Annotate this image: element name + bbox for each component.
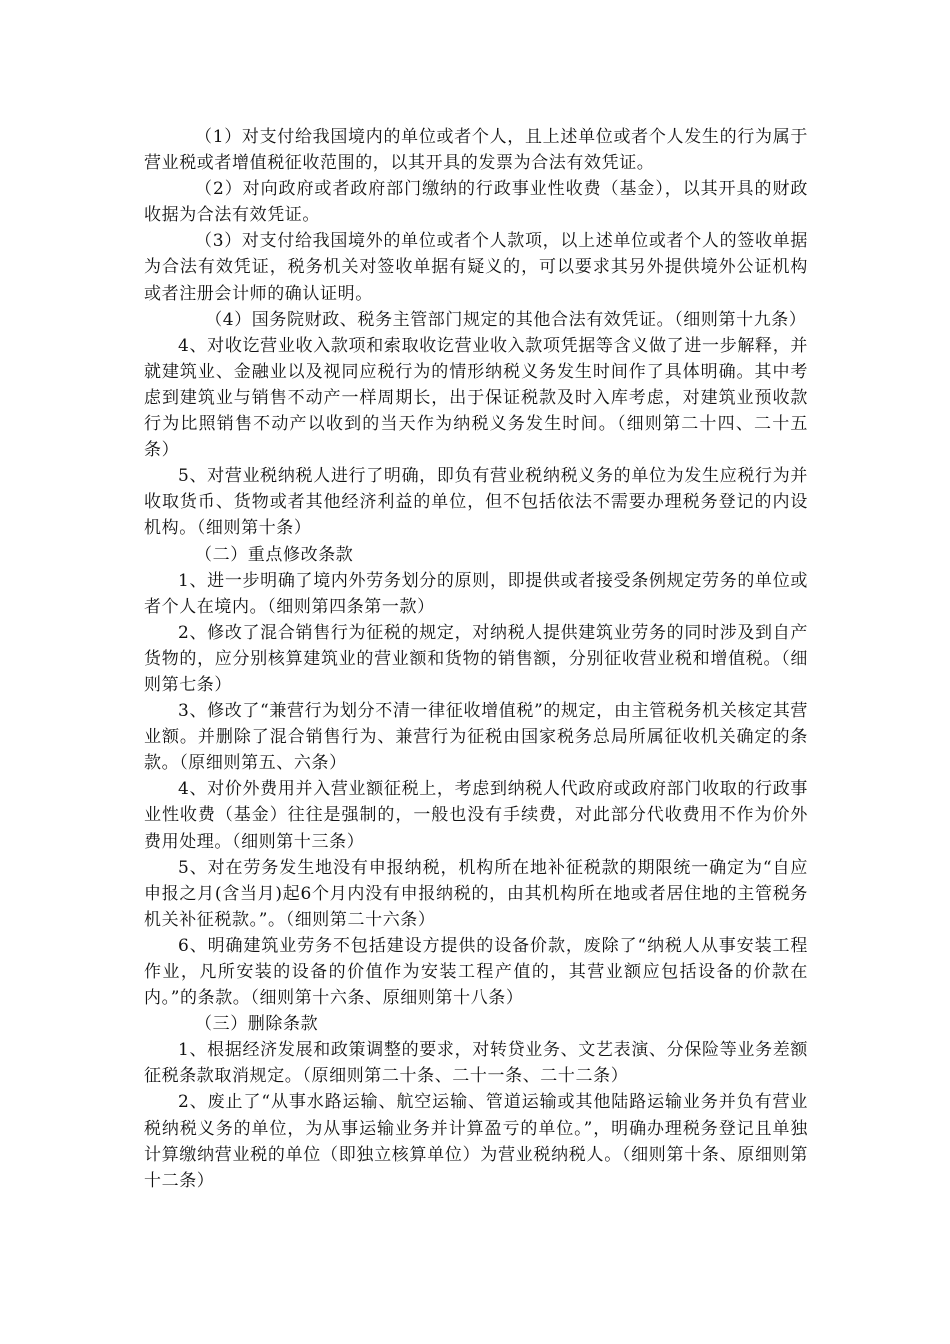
item-paragraph-5: 5、对营业税纳税人进行了明确，即负有营业税纳税义务的单位为发生应税行为并收取货币、货物或者其他经济利益的单位，但不包括依法不需要办理税务登记的内设机构。（细则第十条） bbox=[144, 466, 808, 539]
item-paragraph-3: 3、修改了“兼营行为划分不清一律征收增值税”的规定，由主管税务机关核定其营业额。并删除了混合销售行为、兼营行为征税由国家税务总局所属征收机关确定的条款。（原细则第五、六条） bbox=[144, 701, 808, 774]
clause-paragraph-4: （4）国务院财政、税务主管部门规定的其他合法有效凭证。（细则第十九条） bbox=[205, 309, 807, 330]
item-paragraph-1c: 1、根据经济发展和政策调整的要求，对转贷业务、文艺表演、分保险等业务差额征税条款取消规定。（原细则第二十条、二十一条、二十二条） bbox=[144, 1040, 808, 1087]
item-paragraph-4: 4、对收讫营业收入款项和索取收讫营业收入款项凭据等含义做了进一步解释，并就建筑业、金融业以及视同应税行为的情形纳税义务发生时间作了具体明确。其中考虑到建筑业与销售不动产一样周期长，出于保证税款及时入库考虑，对建筑业预收款行为比照销售不动产以收到的当天作为纳税义务发生时间。（细则第二十四、二十五条） bbox=[144, 335, 808, 461]
item-paragraph-2c: 2、废止了“从事水路运输、航空运输、管道运输或其他陆路运输业务并负有营业税纳税义务的单位，为从事运输业务并计算盈亏的单位。”，明确办理税务登记且单独计算缴纳营业税的单位（即独立核算单位）为营业税纳税人。（细则第十条、原细则第十二条） bbox=[144, 1092, 808, 1191]
item-paragraph-1: 1、进一步明确了境内外劳务划分的原则，即提供或者接受条例规定劳务的单位或者个人在境内。（细则第四条第一款） bbox=[144, 570, 808, 617]
item-paragraph-5b: 5、对在劳务发生地没有申报纳税，机构所在地补征税款的期限统一确定为“自应申报之月(含当月)起6个月内没有申报纳税的，由其机构所在地或者居住地的主管税务机关补征税款。”。（细则第二十六条） bbox=[144, 857, 808, 930]
item-paragraph-6: 6、明确建筑业劳务不包括建设方提供的设备价款，废除了“纳税人从事安装工程作业，凡所安装的设备的价值作为安装工程产值的，其营业额应包括设备的价款在内。”的条款。（细则第十六条、原细则第十八条） bbox=[144, 935, 808, 1009]
section-heading-3: （三）删除条款 bbox=[195, 1014, 319, 1035]
document-page bbox=[144, 124, 808, 1194]
section-heading-2: （二）重点修改条款 bbox=[195, 544, 354, 565]
item-paragraph-4b: 4、对价外费用并入营业额征税上，考虑到纳税人代政府或政府部门收取的行政事业性收费（基金）往往是强制的，一般也没有手续费，对此部分代收费用不作为价外费用处理。（细则第十三条） bbox=[144, 779, 808, 852]
clause-paragraph-3: （3）对支付给我国境外的单位或者个人款项，以上述单位或者个人的签收单据为合法有效凭证，税务机关对签收单据有疑义的，可以要求其另外提供境外公证机构或者注册会计师的确认证明。 bbox=[144, 231, 808, 304]
clause-paragraph-1: （1）对支付给我国境内的单位或者个人，且上述单位或者个人发生的行为属于营业税或者增值税征收范围的，以其开具的发票为合法有效凭证。 bbox=[144, 127, 808, 174]
item-paragraph-2: 2、修改了混合销售行为征税的规定，对纳税人提供建筑业劳务的同时涉及到自产货物的，应分别核算建筑业的营业额和货物的销售额，分别征收营业税和增值税。（细则第七条） bbox=[144, 622, 808, 695]
clause-paragraph-2: （2）对向政府或者政府部门缴纳的行政事业性收费（基金），以其开具的财政收据为合法有效凭证。 bbox=[144, 179, 808, 226]
